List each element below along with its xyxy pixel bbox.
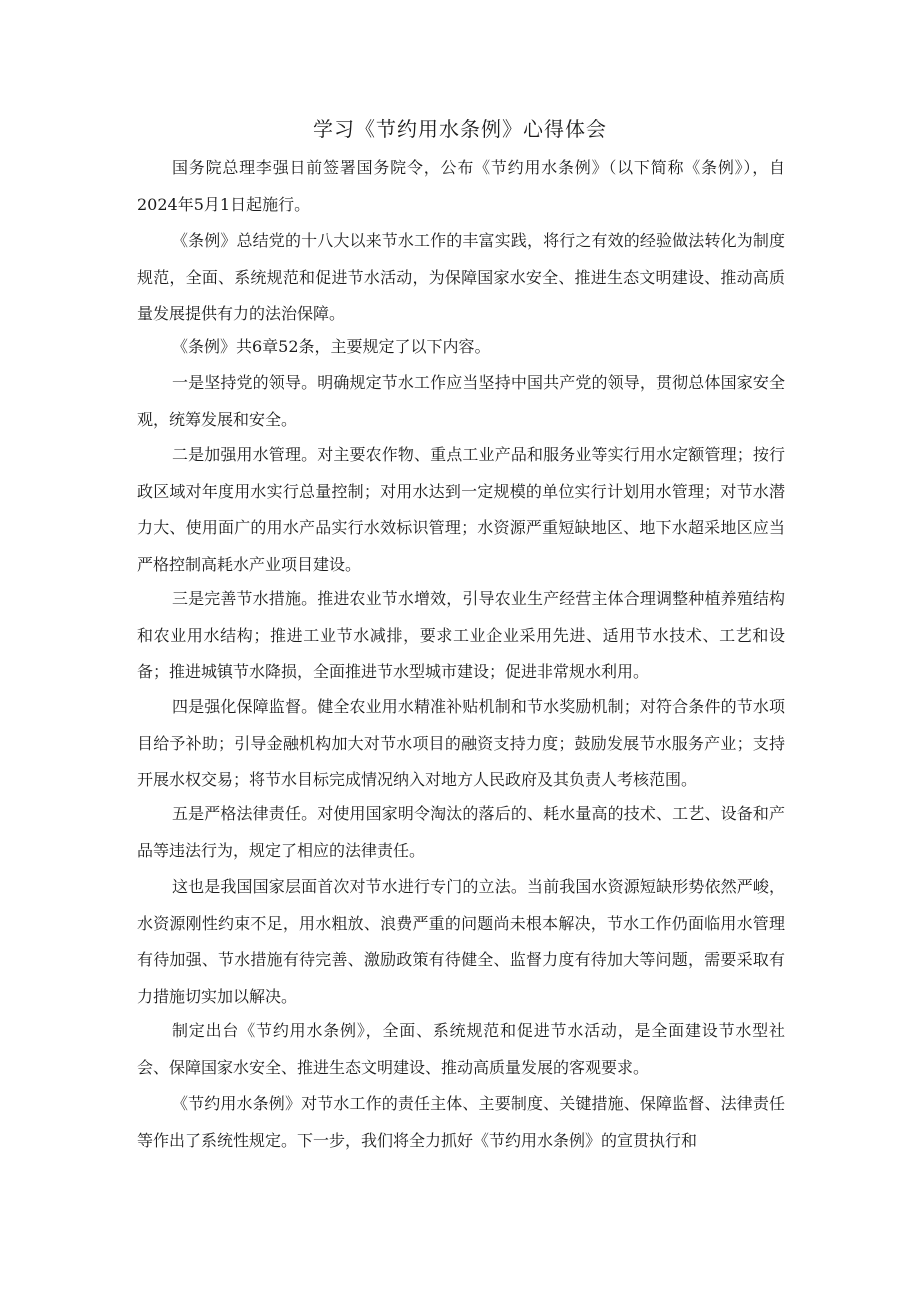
paragraph-intro: 国务院总理李强日前签署国务院令，公布《节约用水条例》（以下简称《条例》），自2024年5月1日起施行。 bbox=[137, 158, 785, 214]
paragraph-significance: 这也是我国国家层面首次对节水进行专门的立法。当前我国水资源短缺形势依然严峻，水资源刚性约束不足，用水粗放、浪费严重的问题尚未根本解决，节水工作仍面临用水管理有待加强、节水措施有待完善、激励政策有待健全、监督力度有待加大等问题，需要采取有力措施切实加以解决。 bbox=[137, 877, 785, 1006]
paragraph-point-4: 四是强化保障监督。健全农业用水精准补贴机制和节水奖励机制；对符合条件的节水项目给予补助；引导金融机构加大对节水项目的融资支持力度；鼓励发展节水服务产业；支持开展水权交易；将节水目标完成情况纳入对地方人民政府及其负责人考核范围。 bbox=[137, 697, 785, 790]
paragraph-point-3: 三是完善节水措施。推进农业节水增效，引导农业生产经营主体合理调整种植养殖结构和农业用水结构；推进工业节水减排，要求工业企业采用先进、适用节水技术、工艺和设备；推进城镇节水降损，全面推进节水型城市建设；促进非常规水利用。 bbox=[137, 589, 785, 682]
paragraph-point-5: 五是严格法律责任。对使用国家明令淘汰的落后的、耗水量高的技术、工艺、设备和产品等违法行为，规定了相应的法律责任。 bbox=[137, 804, 785, 860]
document-title: 学习《节约用水条例》心得体会 bbox=[313, 117, 607, 141]
paragraph-next-steps: 《节约用水条例》对节水工作的责任主体、主要制度、关键措施、保障监督、法律责任等作出了系统性规定。下一步，我们将全力抓好《节约用水条例》的宣贯执行和 bbox=[137, 1094, 785, 1150]
paragraph-summary: 《条例》总结党的十八大以来节水工作的丰富实践，将行之有效的经验做法转化为制度规范，全面、系统规范和促进节水活动，为保障国家水安全、推进生态文明建设、推动高质量发展提供有力的法治保障。 bbox=[137, 231, 785, 324]
paragraph-point-2: 二是加强用水管理。对主要农作物、重点工业产品和服务业等实行用水定额管理；按行政区域对年度用水实行总量控制；对用水达到一定规模的单位实行计划用水管理；对节水潜力大、使用面广的用水产品实行水效标识管理；水资源严重短缺地区、地下水超采地区应当严格控制高耗水产业项目建设。 bbox=[137, 445, 785, 574]
paragraph-point-1: 一是坚持党的领导。明确规定节水工作应当坚持中国共产党的领导，贯彻总体国家安全观，统筹发展和安全。 bbox=[137, 373, 785, 429]
paragraph-requirement: 制定出台《节约用水条例》，全面、系统规范和促进节水活动，是全面建设节水型社会、保障国家水安全、推进生态文明建设、推动高质量发展的客观要求。 bbox=[137, 1021, 785, 1077]
paragraph-structure: 《条例》共6章52条，主要规定了以下内容。 bbox=[172, 337, 491, 356]
